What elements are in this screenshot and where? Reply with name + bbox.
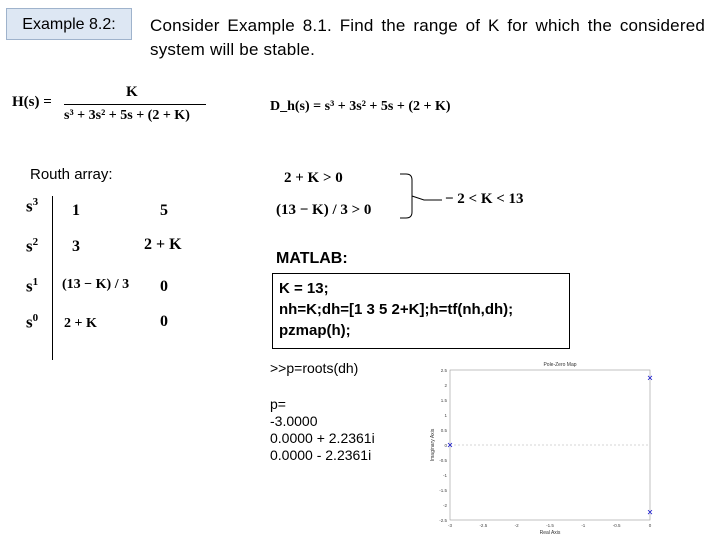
- roots-output-line: -3.0000: [270, 413, 318, 429]
- x-tick-label: -2.5: [479, 523, 488, 528]
- y-tick-label: -1: [442, 473, 447, 478]
- fraction-bar: [64, 104, 206, 105]
- code-line: pzmap(h);: [279, 322, 351, 339]
- routh-power: $s^1$: [26, 276, 39, 296]
- tf-numerator: K: [126, 84, 138, 100]
- routh-cell: 0: [160, 313, 168, 330]
- x-tick-label: -3: [447, 523, 453, 528]
- routh-cell: 1: [72, 202, 80, 219]
- routh-power: $s^3$: [26, 196, 39, 216]
- roots-output-line: 0.0000 + 2.2361i: [270, 430, 375, 446]
- code-line: K = 13;: [279, 280, 329, 297]
- matlab-code-box: [272, 273, 570, 349]
- y-tick-label: 0: [444, 443, 447, 448]
- y-tick-label: 1.5: [440, 398, 447, 403]
- routh-cell: (13 − K) / 3: [62, 277, 130, 292]
- routh-cell: 2 + K: [64, 316, 97, 331]
- y-ticks: [439, 368, 447, 523]
- y-axis-label: Imaginary Axis: [430, 428, 436, 462]
- y-tick-label: -0.5: [439, 458, 447, 463]
- pzmap-title: Pole-Zero Map: [543, 362, 577, 368]
- routh-divider: [52, 196, 53, 360]
- x-tick-label: -0.5: [612, 523, 621, 528]
- tf-denominator: s³ + 3s² + 5s + (2 + K): [64, 108, 190, 123]
- y-tick-label: -1.5: [439, 488, 447, 493]
- example-label: Example 8.2:: [6, 8, 132, 40]
- roots-command: >>p=roots(dh): [270, 360, 359, 376]
- y-tick-label: 2: [444, 383, 447, 388]
- y-tick-label: -2.5: [439, 518, 447, 523]
- roots-output: [270, 396, 375, 464]
- x-axis-label: Real Axis: [539, 530, 561, 536]
- roots-output-line: p=: [270, 396, 286, 412]
- code-line: nh=K;dh=[1 3 5 2+K];h=tf(nh,dh);: [279, 301, 514, 318]
- routh-cell: 2 + K: [144, 236, 182, 253]
- condition-1: 2 + K > 0: [284, 170, 343, 186]
- brace-icon: [380, 168, 444, 224]
- x-ticks: [448, 523, 652, 528]
- y-tick-label: 0.5: [440, 428, 447, 433]
- routh-label: Routh array:: [30, 166, 113, 183]
- matlab-title: MATLAB:: [276, 250, 348, 267]
- condition-2: (13 − K) / 3 > 0: [276, 202, 372, 218]
- x-tick-label: -1: [581, 523, 586, 528]
- x-tick-label: -2: [514, 523, 519, 528]
- x-tick-label: 0: [648, 523, 652, 528]
- routh-power: $s^0$: [26, 312, 39, 332]
- x-tick-label: -1.5: [546, 523, 554, 528]
- problem-statement: Consider Example 8.1. Find the range of K for which the considered system will be stable.: [150, 16, 705, 59]
- stability-range: − 2 < K < 13: [445, 191, 524, 207]
- pzmap-chart: [428, 356, 658, 536]
- y-tick-label: 1: [444, 413, 447, 418]
- tf-lhs: H(s) =: [12, 94, 52, 110]
- routh-power: $s^2$: [26, 236, 39, 256]
- routh-cell: 5: [160, 202, 168, 219]
- routh-cell: 3: [72, 238, 80, 255]
- characteristic-polynomial: D_h(s) = s³ + 3s² + 5s + (2 + K): [270, 99, 451, 114]
- roots-output-line: 0.0000 - 2.2361i: [270, 447, 372, 463]
- y-tick-label: -2: [442, 503, 447, 508]
- y-tick-label: 2.5: [440, 368, 447, 373]
- routh-cell: 0: [160, 278, 168, 295]
